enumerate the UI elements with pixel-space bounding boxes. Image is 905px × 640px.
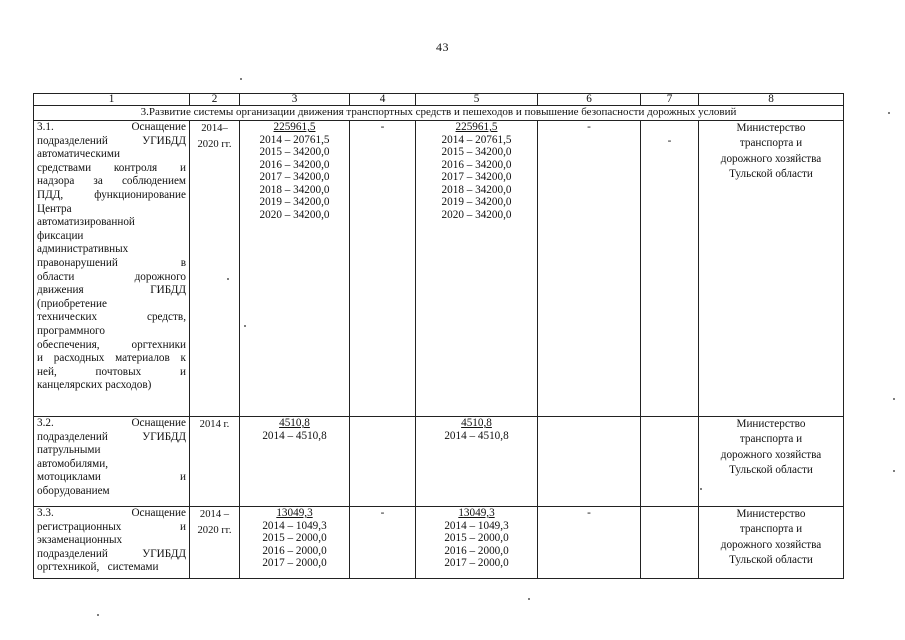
scan-speck bbox=[893, 470, 895, 472]
activity-name-line: автомобилями, bbox=[37, 457, 109, 470]
regional-budget-cell bbox=[416, 121, 538, 417]
responsible-line: транспорта и bbox=[739, 433, 803, 446]
activity-name-line: обеспечения, оргтехники bbox=[37, 338, 186, 351]
scan-speck bbox=[893, 398, 895, 400]
yearly-regional-line: 2014 – 4510,8 bbox=[444, 429, 509, 442]
yearly-funding-line: 2014 – 20761,5 bbox=[259, 133, 330, 146]
yearly-funding-line: 2017 – 2000,0 bbox=[262, 557, 327, 569]
activity-name-line: надзора за соблюдением bbox=[37, 175, 186, 188]
activity-name-line: ней, почтовых и bbox=[37, 365, 186, 378]
total-funding-cell bbox=[240, 417, 350, 507]
section-row bbox=[34, 106, 844, 121]
table-row bbox=[34, 507, 844, 579]
total-funding-sum: 13049,3 bbox=[276, 507, 313, 519]
yearly-funding-line: 2014 – 1049,3 bbox=[262, 519, 327, 532]
responsible-executor-cell bbox=[699, 417, 844, 507]
period-cell bbox=[190, 507, 240, 579]
activity-name-cell bbox=[34, 417, 190, 507]
yearly-regional-line: 2015 – 34200,0 bbox=[441, 146, 512, 158]
municipal-budget-value: - bbox=[587, 121, 591, 133]
activity-name-line: технических средств, bbox=[37, 311, 186, 324]
regional-budget-sum: 13049,3 bbox=[458, 507, 495, 519]
activity-name-line: экзаменационных bbox=[37, 534, 123, 547]
section-title: 3.Развитие системы организации движения транспортных средств и пешеходов и повышение безопасности дорожных условий bbox=[34, 106, 844, 121]
period-cell bbox=[190, 417, 240, 507]
activity-name-line: подразделений УГИБДД bbox=[37, 547, 186, 560]
yearly-funding-line: 2017 – 34200,0 bbox=[259, 171, 330, 183]
yearly-funding-line: 2018 – 34200,0 bbox=[259, 183, 330, 196]
activity-name-line: и расходных материалов к bbox=[37, 352, 186, 365]
municipal-budget-cell bbox=[538, 417, 641, 507]
federal-budget-value: - bbox=[380, 121, 385, 133]
page-number: 43 bbox=[436, 40, 449, 54]
yearly-regional-line: 2015 – 2000,0 bbox=[444, 532, 509, 544]
activity-name-line: подразделений УГИБДД bbox=[37, 134, 186, 147]
table-row bbox=[34, 121, 844, 417]
column-header: 3 bbox=[240, 94, 350, 106]
activity-name-line: (приобретение bbox=[37, 297, 107, 310]
extrabudget-cell bbox=[641, 507, 699, 579]
responsible-line: транспорта и bbox=[739, 137, 803, 150]
activity-name-line: оргтехникой, системами bbox=[37, 561, 159, 574]
total-funding-sum: 225961,5 bbox=[273, 121, 316, 133]
activity-name-line: средствами контроля и bbox=[37, 161, 186, 174]
activity-name-line: 3.2. Оснащение bbox=[37, 417, 186, 429]
responsible-line: дорожного хозяйства bbox=[720, 152, 822, 165]
period-line: 2014 г. bbox=[199, 419, 230, 430]
responsible-line: Тульской области bbox=[729, 167, 813, 180]
responsible-line: Министерство bbox=[736, 508, 806, 520]
program-table bbox=[33, 93, 844, 579]
yearly-regional-line: 2017 – 34200,0 bbox=[441, 171, 512, 183]
yearly-regional-line: 2014 – 1049,3 bbox=[444, 519, 509, 532]
period-line: 2020 гг. bbox=[197, 139, 232, 150]
activity-name-line: программного bbox=[37, 324, 105, 337]
yearly-regional-line: 2016 – 2000,0 bbox=[444, 544, 509, 557]
yearly-regional-line: 2019 – 34200,0 bbox=[441, 196, 512, 208]
total-funding-sum: 4510,8 bbox=[279, 417, 310, 429]
extrabudget-cell bbox=[641, 121, 699, 417]
column-number-row bbox=[34, 94, 844, 106]
activity-name-line: 3.1. Оснащение bbox=[37, 121, 186, 133]
extrabudget-cell bbox=[641, 417, 699, 507]
total-funding-cell bbox=[240, 121, 350, 417]
scan-speck bbox=[528, 598, 530, 600]
federal-budget-cell bbox=[350, 417, 416, 507]
yearly-funding-line: 2016 – 2000,0 bbox=[262, 544, 327, 557]
total-funding-cell bbox=[240, 507, 350, 579]
responsible-line: Министерство bbox=[736, 122, 806, 134]
activity-name-cell bbox=[34, 121, 190, 417]
yearly-funding-line: 2020 – 34200,0 bbox=[259, 208, 330, 221]
responsible-executor-cell bbox=[699, 507, 844, 579]
activity-name-line: оборудованием bbox=[37, 484, 110, 497]
column-header: 8 bbox=[699, 94, 844, 106]
yearly-funding-line: 2019 – 34200,0 bbox=[259, 196, 330, 208]
activity-name-line: 3.3. Оснащение bbox=[37, 507, 186, 519]
activity-name-line: административных bbox=[37, 243, 129, 256]
scan-speck bbox=[888, 112, 890, 114]
federal-budget-cell bbox=[350, 121, 416, 417]
yearly-funding-line: 2015 – 34200,0 bbox=[259, 146, 330, 158]
municipal-budget-value: - bbox=[587, 507, 591, 519]
regional-budget-sum: 4510,8 bbox=[461, 417, 492, 429]
column-header: 1 bbox=[34, 94, 190, 106]
activity-name-line: Центра bbox=[37, 202, 72, 215]
federal-budget-cell bbox=[350, 507, 416, 579]
yearly-funding-line: 2014 – 4510,8 bbox=[262, 429, 327, 442]
activity-name-line: автоматизированной bbox=[37, 216, 135, 229]
column-header: 6 bbox=[538, 94, 641, 106]
activity-name-line: мотоциклами и bbox=[37, 471, 186, 484]
period-cell bbox=[190, 121, 240, 417]
responsible-line: Тульской области bbox=[729, 463, 813, 476]
responsible-line: дорожного хозяйства bbox=[720, 448, 822, 461]
responsible-executor-cell bbox=[699, 121, 844, 417]
column-header: 2 bbox=[190, 94, 240, 106]
activity-name-line: автоматическими bbox=[37, 148, 120, 161]
scan-speck bbox=[240, 78, 242, 80]
scan-speck bbox=[227, 278, 229, 280]
column-header: 7 bbox=[641, 94, 699, 106]
activity-name-line: правонарушений в bbox=[37, 256, 186, 269]
extrabudget-value: - bbox=[667, 135, 672, 147]
municipal-budget-cell bbox=[538, 121, 641, 417]
activity-name-line: ПДД, функционирование bbox=[37, 188, 186, 201]
period-line: 2014– bbox=[201, 123, 228, 134]
scan-speck bbox=[700, 488, 702, 490]
yearly-regional-line: 2018 – 34200,0 bbox=[441, 183, 512, 196]
activity-name-line: канцелярских расходов) bbox=[37, 379, 152, 392]
activity-name-cell bbox=[34, 507, 190, 579]
responsible-line: Министерство bbox=[736, 418, 806, 430]
yearly-funding-line: 2016 – 34200,0 bbox=[259, 158, 330, 171]
table-row bbox=[34, 417, 844, 507]
responsible-line: Тульской области bbox=[729, 553, 813, 566]
regional-budget-sum: 225961,5 bbox=[455, 121, 498, 133]
activity-name-line: подразделений УГИБДД bbox=[37, 430, 186, 443]
scan-speck bbox=[97, 614, 99, 616]
activity-name-line: фиксации bbox=[37, 229, 84, 242]
regional-budget-cell bbox=[416, 417, 538, 507]
yearly-funding-line: 2015 – 2000,0 bbox=[262, 532, 327, 544]
yearly-regional-line: 2014 – 20761,5 bbox=[441, 133, 512, 146]
scan-speck bbox=[244, 325, 246, 327]
yearly-regional-line: 2017 – 2000,0 bbox=[444, 557, 509, 569]
period-line: 2020 гг. bbox=[197, 525, 232, 536]
yearly-regional-line: 2020 – 34200,0 bbox=[441, 208, 512, 221]
column-header: 5 bbox=[416, 94, 538, 106]
responsible-line: транспорта и bbox=[739, 523, 803, 536]
activity-name-line: области дорожного bbox=[37, 270, 186, 283]
activity-name-line: регистрационных и bbox=[37, 520, 186, 533]
yearly-regional-line: 2016 – 34200,0 bbox=[441, 158, 512, 171]
column-header: 4 bbox=[350, 94, 416, 106]
municipal-budget-cell bbox=[538, 507, 641, 579]
period-line: 2014 – bbox=[199, 509, 230, 520]
activity-name-line: патрульными bbox=[37, 444, 101, 457]
federal-budget-value: - bbox=[380, 507, 385, 519]
activity-name-line: движения ГИБДД bbox=[37, 284, 186, 297]
responsible-line: дорожного хозяйства bbox=[720, 538, 822, 551]
regional-budget-cell bbox=[416, 507, 538, 579]
